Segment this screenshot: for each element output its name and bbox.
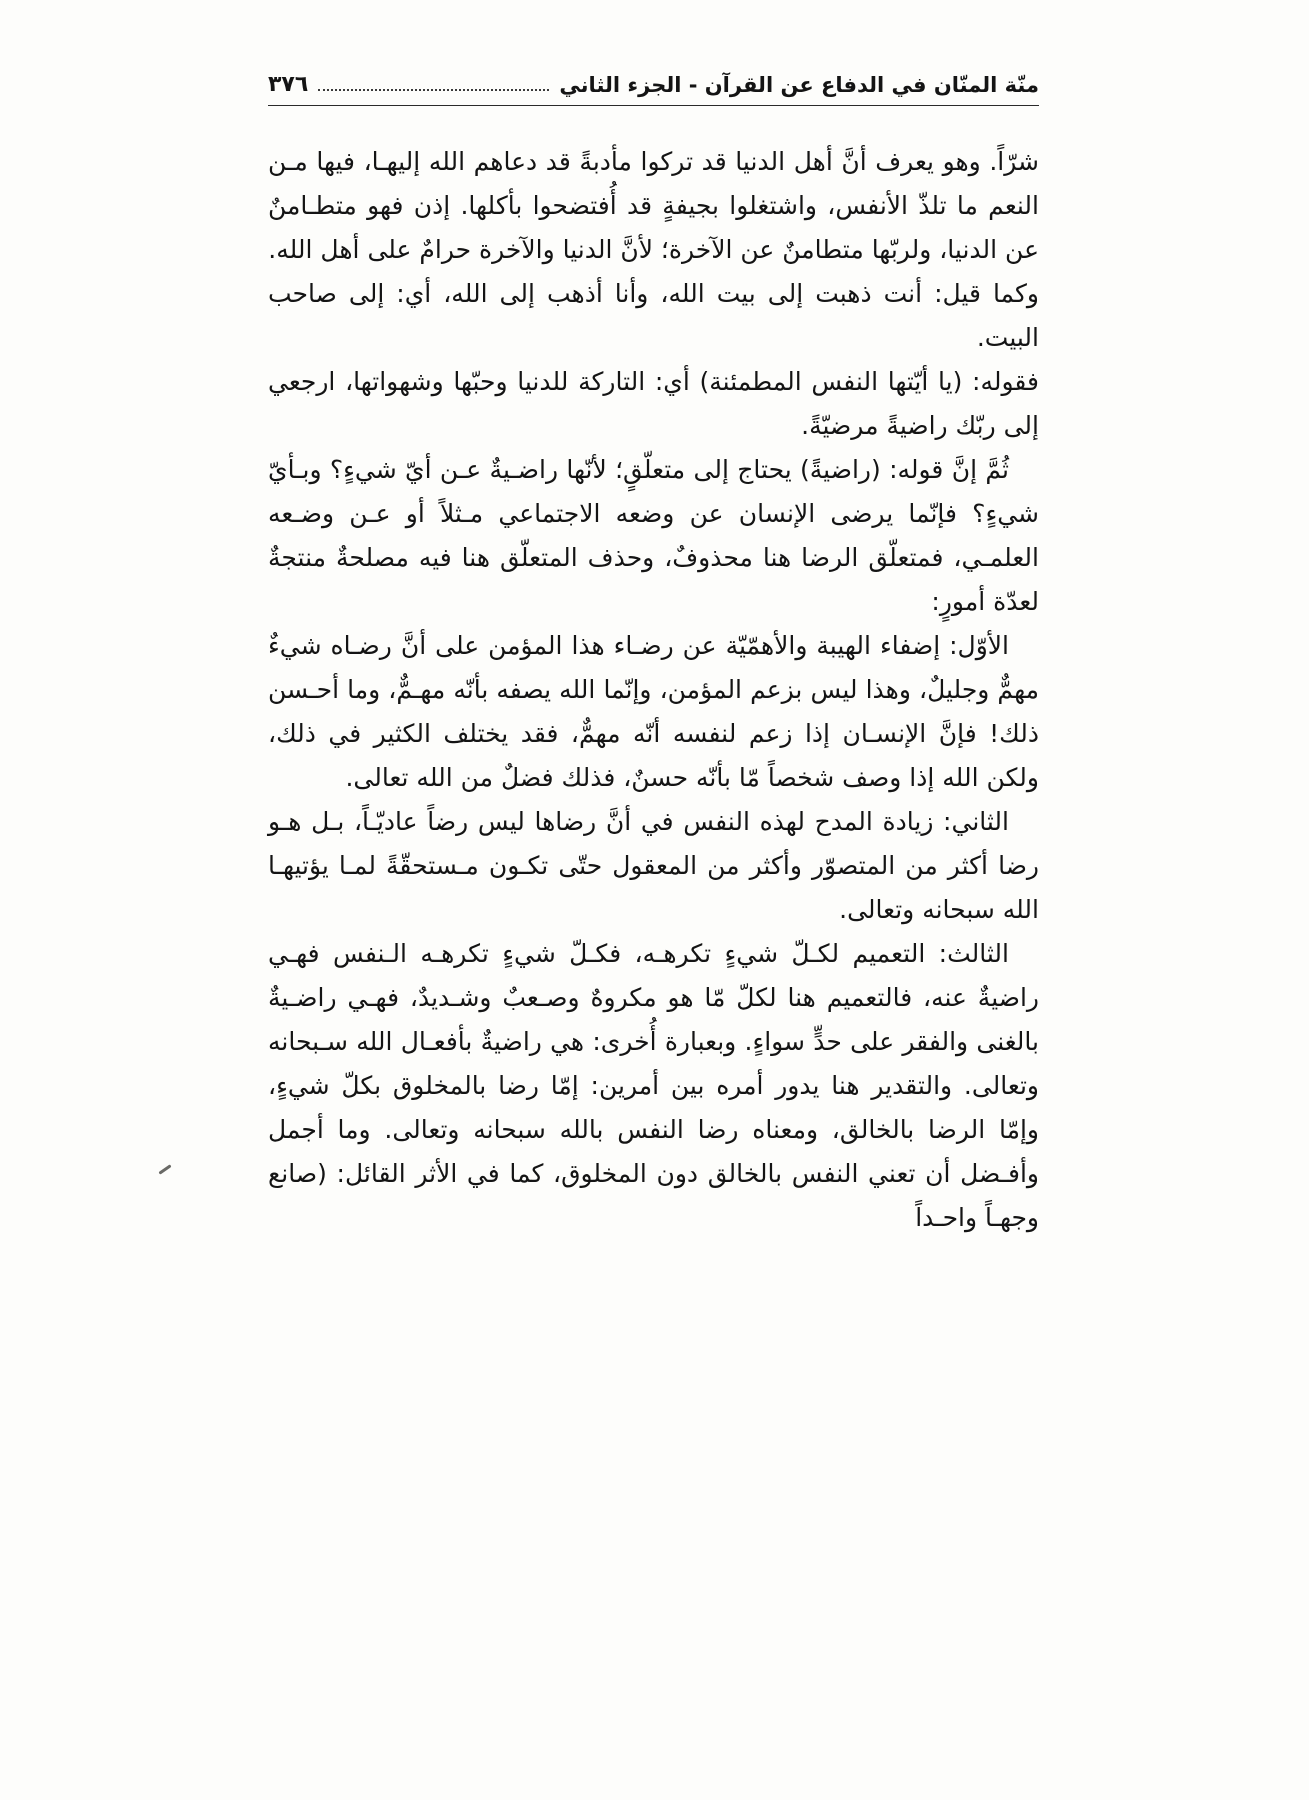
paragraph: الثالث: التعميم لكـلّ شيءٍ تكرهـه، فكـلّ شيءٍ تكرهـه الـنفس فهـي راضيةٌ عنه، فالتعميم هنا لكلّ مّا هو مكروهٌ وصـعبٌ وشـديدٌ، فهـي راضـيةٌ بالغنى والفقر على حدٍّ سواءٍ. وبعبارة أُخرى: هي راضيةٌ بأفعـال الله سـبحانه وتعالى. والتقدير هنا يدور أمره بين أمرين: إمّا رضا بالمخلوق بكلّ شيءٍ، وإمّا الرضا بالخالق، ومعناه رضا النفس بالله سبحانه وتعالى. وما أجمل وأفـضل أن تعني النفس بالخالق دون المخلوق، كما في الأثر القائل: (صانع وجهـاً واحـداً: [268, 939, 1039, 1232]
header-title: منّة المنّان في الدفاع عن القرآن - الجزء الثاني: [559, 73, 1039, 97]
paragraph: الثاني: زيادة المدح لهذه النفس في أنَّ رضاها ليس رضاً عاديّـاً، بـل هـو رضا أكثر من المتصوّر وأكثر من المعقول حتّى تكـون مـستحقّةً لمـا يؤتيهـا الله سبحانه وتعالى.: [268, 807, 1039, 924]
dotted-leader: [318, 88, 549, 91]
running-header: [268, 72, 1039, 106]
paragraph: فقوله: (يا أيّتها النفس المطمئنة) أي: التاركة للدنيا وحبّها وشهواتها، ارجعي إلى ربّك راضيةً مرضيّةً.: [268, 367, 1039, 440]
scan-artifact-mark: [158, 1164, 171, 1174]
paragraph: شرّاً. وهو يعرف أنَّ أهل الدنيا قد تركوا مأدبةً قد دعاهم الله إليهـا، فيها مـن النعم ما تلذّ الأنفس، واشتغلوا بجيفةٍ قد أُفتضحوا بأكلها. إذن فهو متطـامنٌ عن الدنيا، ولربّها متطامنٌ عن الآخرة؛ لأنَّ الدنيا والآخرة حرامٌ على أهل الله.: [268, 147, 1039, 264]
body-text: [268, 140, 1039, 1240]
paragraph: ثُمَّ إنَّ قوله: (راضيةً) يحتاج إلى متعلّقٍ؛ لأنّها راضـيةٌ عـن أيّ شيءٍ؟ وبـأيّ شيءٍ؟ فإنّما يرضى الإنسان عن وضعه الاجتماعي مـثلاً أو عـن وضـعه العلمـي، فمتعلّق الرضا هنا محذوفٌ، وحذف المتعلّق هنا فيه مصلحةٌ منتجةٌ لعدّة أمورٍ:: [268, 455, 1039, 616]
paragraph: وكما قيل: أنت ذهبت إلى بيت الله، وأنا أذهب إلى الله، أي: إلى صاحب البيت.: [268, 279, 1039, 352]
paragraph: الأوّل: إضفاء الهيبة والأهمّيّة عن رضـاء هذا المؤمن على أنَّ رضـاه شيءٌ مهمٌّ وجليلٌ، وهذا ليس بزعم المؤمن، وإنّما الله يصفه بأنّه مهـمٌّ، وما أحـسن ذلك! فإنَّ الإنسـان إذا زعم لنفسه أنّه مهمٌّ، فقد يختلف الكثير في ذلك، ولكن الله إذا وصف شخصاً مّا بأنّه حسنٌ، فذلك فضلٌ من الله تعالى.: [268, 631, 1039, 792]
page-number: ٣٧٦: [268, 72, 309, 97]
